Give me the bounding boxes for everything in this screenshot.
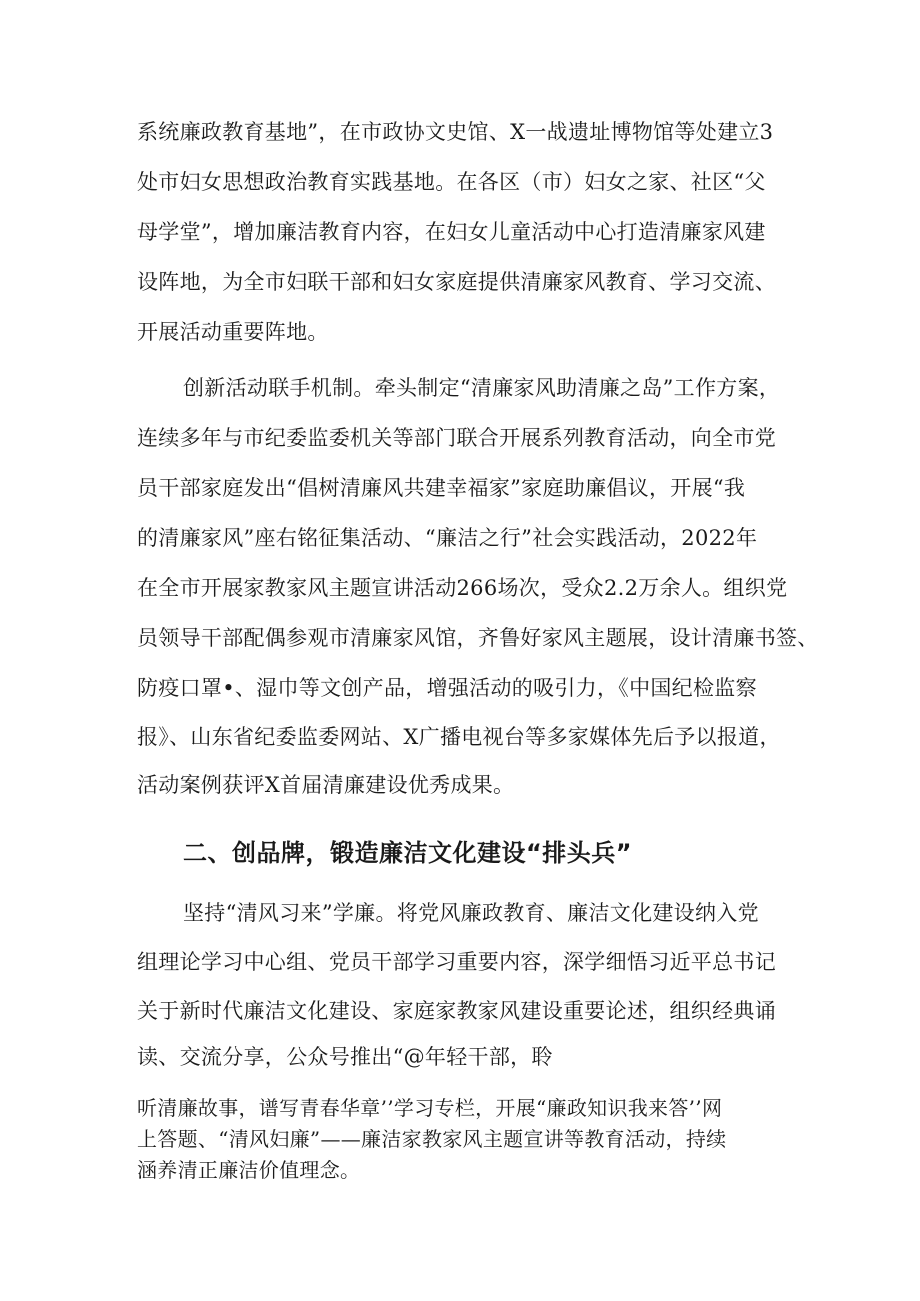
paragraph1-line: 处市妇女思想政治教育实践基地。在各区（市）妇女之家、社区“父 <box>137 170 766 194</box>
paragraph2-line: 防疫口罩•、湿巾等文创产品，增强活动的吸引力，《中国纪检监察 <box>137 676 757 700</box>
paragraph1-line: 开展活动重要阵地。 <box>137 320 329 344</box>
paragraph2-line: 报》、山东省纪委监委网站、X广播电视台等多家媒体先后予以报道， <box>137 725 781 749</box>
paragraph4-line: 上答题、“清风妇廉”——廉洁家教家风主题宣讲等教育活动，持续 <box>137 1127 727 1151</box>
paragraph1-line: 母学堂”，增加廉洁教育内容，在妇女儿童活动中心打造清廉家风建 <box>137 220 766 244</box>
paragraph2-line: 在全市开展家教家风主题宣讲活动266场次，受众2.2万余人。组织党 <box>137 576 788 600</box>
section-heading: 二、创品牌，锻造廉洁文化建设“排头兵” <box>183 839 633 867</box>
paragraph2-line: 员领导干部配偶参观市清廉家风馆，齐鲁好家风主题展，设计清廉书签、 <box>137 626 819 650</box>
paragraph3-line: 组理论学习中心组、党员干部学习重要内容，深学细悟习近平总书记 <box>137 950 776 974</box>
paragraph4-line: 听清廉故事，谱写青春华章’’学习专栏，开展“廉政知识我来答’’网 <box>137 1096 723 1120</box>
paragraph1-line: 系统廉政教育基地”，在市政协文史馆、X一战遗址博物馆等处建立3 <box>137 120 774 144</box>
paragraph4-line: 涵养清正廉洁价值理念。 <box>137 1158 361 1182</box>
paragraph3-line: 坚持“清风习来”学廉。将党风廉政教育、廉洁文化建设纳入党 <box>183 901 759 925</box>
paragraph2-line: 连续多年与市纪委监委机关等部门联合开展系列教育活动，向全市党 <box>137 426 776 450</box>
paragraph3-line: 读、交流分享，公众号推出“@年轻干部，聆 <box>137 1045 553 1069</box>
paragraph2-line: 活动案例获评X首届清廉建设优秀成果。 <box>137 773 515 797</box>
paragraph3-line: 关于新时代廉洁文化建设、家庭家教家风建设重要论述，组织经典诵 <box>137 999 776 1023</box>
paragraph2-line: 创新活动联手机制。牵头制定“清廉家风助清廉之岛”工作方案， <box>183 376 781 400</box>
paragraph2-line: 员干部家庭发出“倡树清廉风共建幸福家”家庭助廉倡议，开展“我 <box>137 476 746 500</box>
paragraph2-line: 的清廉家风”座右铭征集活动、“廉洁之行”社会实践活动，2022年 <box>137 526 758 550</box>
paragraph1-line: 设阵地，为全市妇联干部和妇女家庭提供清廉家风教育、学习交流、 <box>137 270 776 294</box>
